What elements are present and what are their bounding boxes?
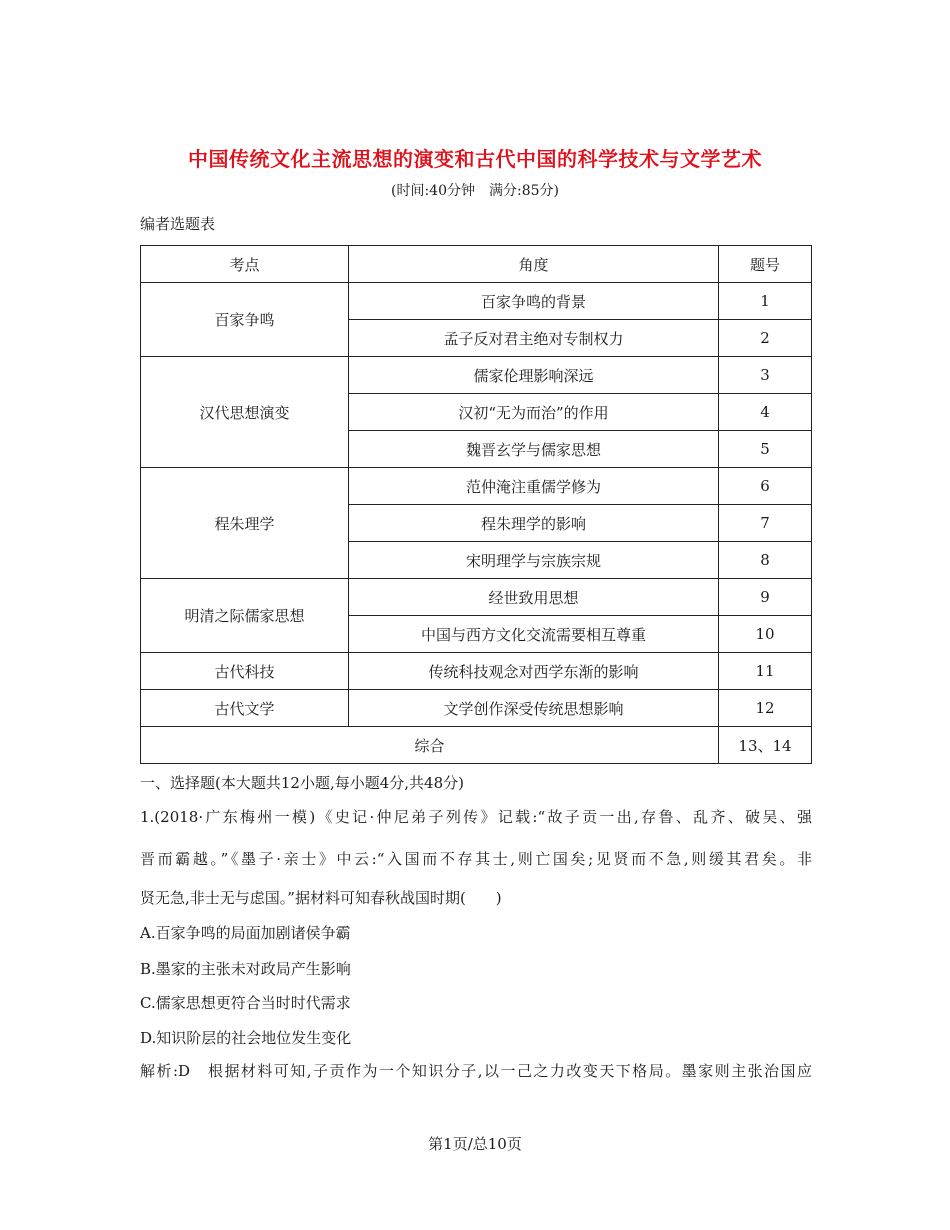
topic-cell: 程朱理学 <box>141 468 349 579</box>
analysis-text: 解析:D 根据材料可知,子贡作为一个知识分子,以一己之力改变天下格局。墨家则主张治国应 <box>140 1062 812 1080</box>
question-line-1: 1.(2018·广东梅州一模)《史记·仲尼弟子列传》记载:“故子贡一出,存鲁、乱齐、破吴、强 <box>140 808 812 826</box>
summary-number: 13、14 <box>719 727 812 764</box>
table-header-row <box>141 246 812 283</box>
option-d: D.知识阶层的社会地位发生变化 <box>140 1029 352 1047</box>
angle-cell: 范仲淹注重儒学修为 <box>349 468 719 505</box>
section-heading: 一、选择题(本大题共12小题,每小题4分,共48分) <box>140 774 464 792</box>
number-cell: 4 <box>719 394 812 431</box>
topic-cell: 古代文学 <box>141 690 349 727</box>
angle-cell: 魏晋玄学与儒家思想 <box>349 431 719 468</box>
header-number: 题号 <box>719 246 812 283</box>
question-line-3: 贤无急,非士无与虑国。”据材料可知春秋战国时期( ) <box>140 889 502 907</box>
angle-cell: 宋明理学与宗族宗规 <box>349 542 719 579</box>
topic-cell: 汉代思想演变 <box>141 357 349 468</box>
angle-cell: 程朱理学的影响 <box>349 505 719 542</box>
option-b: B.墨家的主张未对政局产生影响 <box>140 960 351 978</box>
option-c: C.儒家思想更符合当时时代需求 <box>140 994 351 1012</box>
document-subtitle: (时间:40分钟 满分:85分) <box>391 183 559 199</box>
table-row <box>141 690 812 727</box>
angle-cell: 百家争鸣的背景 <box>349 283 719 320</box>
number-cell: 2 <box>719 320 812 357</box>
summary-row <box>141 727 812 764</box>
topic-table <box>140 245 812 764</box>
page-footer: 第1页/总10页 <box>428 1135 522 1153</box>
angle-cell: 儒家伦理影响深远 <box>349 357 719 394</box>
topic-cell: 明清之际儒家思想 <box>141 579 349 653</box>
table-row <box>141 653 812 690</box>
question-line-2: 晋而霸越。”《墨子·亲士》中云:“入国而不存其士,则亡国矣;见贤而不急,则缓其君矣。非 <box>140 850 812 868</box>
header-angle: 角度 <box>349 246 719 283</box>
angle-cell: 传统科技观念对西学东渐的影响 <box>349 653 719 690</box>
number-cell: 8 <box>719 542 812 579</box>
number-cell: 11 <box>719 653 812 690</box>
number-cell: 5 <box>719 431 812 468</box>
number-cell: 9 <box>719 579 812 616</box>
angle-cell: 经世致用思想 <box>349 579 719 616</box>
topic-cell: 百家争鸣 <box>141 283 349 357</box>
table-row <box>141 468 812 505</box>
number-cell: 12 <box>719 690 812 727</box>
table-row <box>141 579 812 616</box>
angle-cell: 中国与西方文化交流需要相互尊重 <box>349 616 719 653</box>
table-row <box>141 357 812 394</box>
number-cell: 1 <box>719 283 812 320</box>
number-cell: 7 <box>719 505 812 542</box>
topic-cell: 古代科技 <box>141 653 349 690</box>
summary-label: 综合 <box>141 727 719 764</box>
document-title: 中国传统文化主流思想的演变和古代中国的科学技术与文学艺术 <box>188 147 762 171</box>
header-topic: 考点 <box>141 246 349 283</box>
number-cell: 3 <box>719 357 812 394</box>
table-row <box>141 283 812 320</box>
angle-cell: 汉初“无为而治”的作用 <box>349 394 719 431</box>
option-a: A.百家争鸣的局面加剧诸侯争霸 <box>140 924 351 942</box>
number-cell: 6 <box>719 468 812 505</box>
angle-cell: 孟子反对君主绝对专制权力 <box>349 320 719 357</box>
angle-cell: 文学创作深受传统思想影响 <box>349 690 719 727</box>
number-cell: 10 <box>719 616 812 653</box>
table-caption: 编者选题表 <box>140 215 216 233</box>
